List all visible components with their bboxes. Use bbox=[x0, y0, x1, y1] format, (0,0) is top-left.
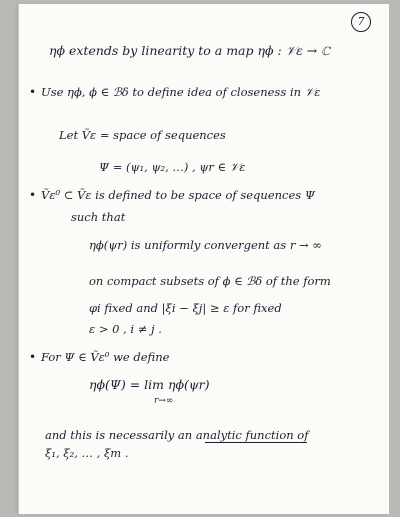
handwritten-notes-page bbox=[18, 4, 389, 514]
line-closeness: Use ηϕ, ϕ ∈ ℬδ to define idea of closeness in 𝒱ε bbox=[41, 85, 321, 99]
line-psi-sequence: Ψ = (ψ₁, ψ₂, …) , ψr ∈ 𝒱ε bbox=[99, 160, 246, 174]
heading-line: ηϕ extends by linearity to a map ηϕ : 𝒱ε → ℂ bbox=[49, 43, 330, 58]
bullet-2: • bbox=[29, 188, 37, 202]
line-for-psi: For Ψ ∈ Ṽε⁰ we define bbox=[41, 350, 170, 364]
bullet-3: • bbox=[29, 350, 37, 364]
line-subset-definition: Ṽε⁰ ⊂ Ṽε is defined to be space of sequences Ψ bbox=[41, 188, 315, 202]
limit-subscript: r→∞ bbox=[154, 396, 174, 406]
line-uniform-convergence: ηϕ(ψr) is uniformly convergent as r → ∞ bbox=[89, 238, 322, 252]
analytic-function-underline bbox=[205, 442, 307, 443]
line-phi-fixed: φi fixed and |ξi − ξj| ≥ ε for fixed bbox=[89, 301, 282, 315]
line-epsilon: ε > 0 , i ≠ j . bbox=[89, 322, 162, 336]
line-xi-variables: ξ₁, ξ₂, … , ξm . bbox=[45, 446, 129, 460]
line-limit-definition: ηϕ(Ψ) = lim ηϕ(ψr) bbox=[89, 377, 210, 392]
page-number-circle: 7 bbox=[351, 12, 371, 32]
line-let: Let Ṽε = space of sequences bbox=[59, 128, 226, 142]
line-such-that: such that bbox=[71, 210, 126, 224]
bullet-1: • bbox=[29, 85, 37, 99]
line-analytic: and this is necessarily an analytic function of bbox=[45, 428, 309, 442]
line-compact-subsets: on compact subsets of ϕ ∈ ℬδ of the form bbox=[89, 274, 331, 288]
